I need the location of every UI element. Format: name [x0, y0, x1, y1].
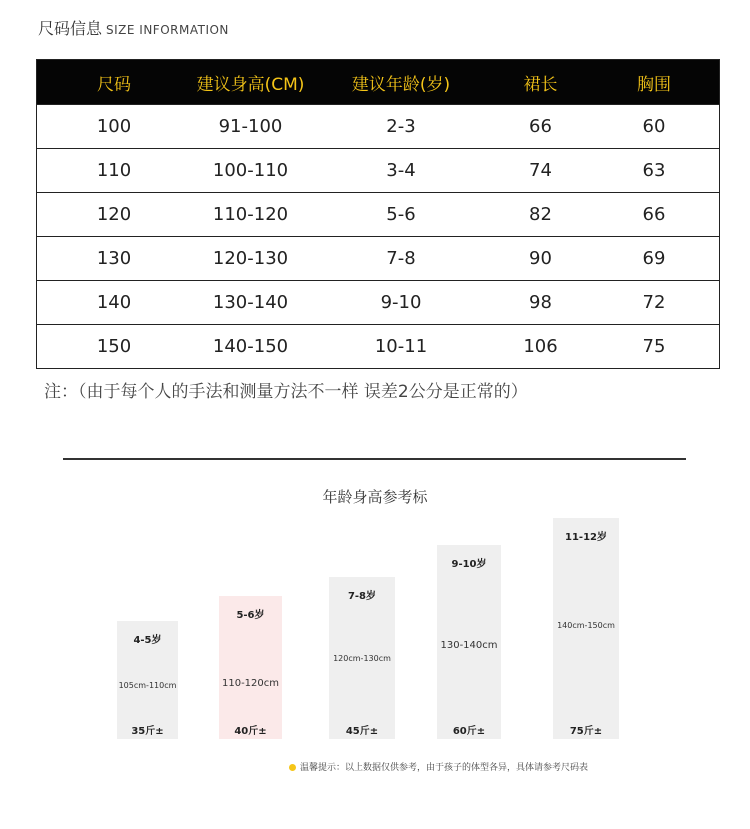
bar-height: 105cm-110cm	[118, 681, 177, 690]
bar-weight: 35斤±	[131, 726, 164, 737]
reference-bar	[117, 621, 178, 739]
cell-chest: 66	[589, 193, 720, 237]
header-title-en: SIZE INFORMATION	[106, 23, 229, 37]
cell-chest: 72	[589, 281, 720, 325]
col-header-size: 尺码	[37, 60, 192, 105]
cell-age: 10-11	[310, 325, 492, 369]
section-header	[38, 16, 229, 39]
col-header-age: 建议年龄(岁)	[310, 60, 492, 105]
cell-size: 120	[37, 193, 192, 237]
cell-size: 130	[37, 237, 192, 281]
cell-age: 3-4	[310, 149, 492, 193]
bar-height: 110-120cm	[221, 678, 280, 689]
bar-height: 140cm-150cm	[557, 621, 615, 630]
table-row	[37, 149, 720, 193]
reference-bar	[219, 596, 282, 739]
cell-age: 5-6	[310, 193, 492, 237]
cell-height: 140-150	[191, 325, 310, 369]
cell-size: 110	[37, 149, 192, 193]
reference-title: 年龄身高参考标	[322, 488, 428, 506]
bar-age: 5-6岁	[236, 610, 265, 621]
bar-weight: 60斤±	[452, 726, 486, 737]
cell-length: 106	[492, 325, 589, 369]
header-title-cn: 尺码信息	[38, 19, 103, 38]
section-divider	[63, 458, 686, 460]
cell-length: 90	[492, 237, 589, 281]
cell-chest: 75	[589, 325, 720, 369]
cell-length: 98	[492, 281, 589, 325]
cell-chest: 63	[589, 149, 720, 193]
table-row	[37, 325, 720, 369]
cell-height: 100-110	[191, 149, 310, 193]
bar-height: 120cm-130cm	[333, 654, 391, 663]
cell-size: 100	[37, 105, 192, 149]
table-row	[37, 105, 720, 149]
bar-weight: 45斤±	[345, 726, 379, 737]
cell-age: 7-8	[310, 237, 492, 281]
cell-age: 2-3	[310, 105, 492, 149]
reference-bar	[437, 545, 501, 739]
cell-length: 66	[492, 105, 589, 149]
cell-height: 91-100	[191, 105, 310, 149]
cell-age: 9-10	[310, 281, 492, 325]
size-table	[36, 59, 720, 369]
reference-bar	[553, 518, 619, 739]
bar-age: 11-12岁	[565, 532, 607, 543]
cell-size: 150	[37, 325, 192, 369]
measurement-note: 注：（由于每个人的手法和测量方法不一样 误差2公分是正常的）	[44, 382, 528, 402]
table-row	[37, 193, 720, 237]
cell-chest: 69	[589, 237, 720, 281]
bar-age: 9-10岁	[451, 559, 487, 570]
bar-age: 7-8岁	[347, 591, 377, 602]
bar-age: 4-5岁	[133, 635, 162, 646]
cell-length: 74	[492, 149, 589, 193]
cell-chest: 60	[589, 105, 720, 149]
col-header-chest: 胸围	[589, 60, 720, 105]
cell-height: 110-120	[191, 193, 310, 237]
reference-bar	[329, 577, 395, 739]
bullet-icon	[289, 764, 296, 771]
table-header-row	[37, 60, 720, 105]
table-row	[37, 237, 720, 281]
reference-tip	[289, 760, 588, 773]
tip-text: 温馨提示：以上数据仅供参考，由于孩子的体型各异，具体请参考尺码表	[300, 763, 589, 773]
cell-height: 130-140	[191, 281, 310, 325]
cell-size: 140	[37, 281, 192, 325]
cell-height: 120-130	[191, 237, 310, 281]
bar-height: 130-140cm	[440, 640, 498, 651]
bar-weight: 75斤±	[569, 726, 603, 737]
cell-length: 82	[492, 193, 589, 237]
col-header-height: 建议身高(CM)	[191, 60, 310, 105]
bar-weight: 40斤±	[234, 726, 267, 737]
table-row	[37, 281, 720, 325]
col-header-length: 裙长	[492, 60, 589, 105]
